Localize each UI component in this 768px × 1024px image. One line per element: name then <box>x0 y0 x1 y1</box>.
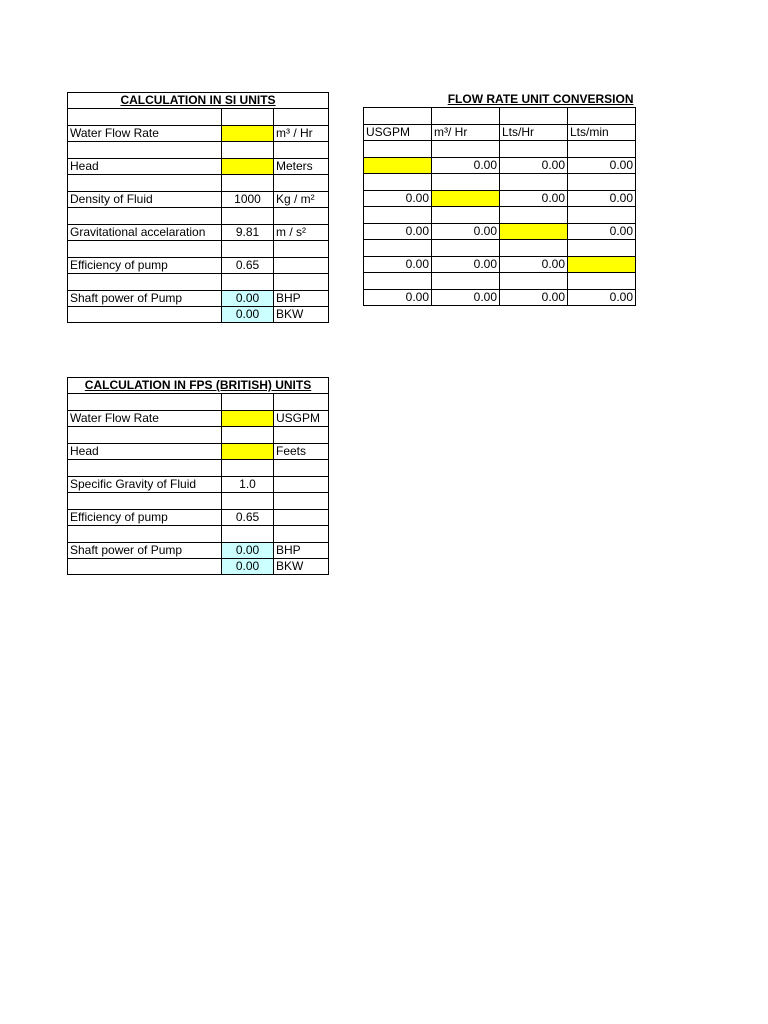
fps-efficiency-label: Efficiency of pump <box>68 510 222 526</box>
fps-sg-label: Specific Gravity of Fluid <box>68 477 222 493</box>
si-flow-input[interactable] <box>222 126 274 142</box>
fps-efficiency-row <box>68 510 329 526</box>
conv-cell: 0.00 <box>432 290 500 306</box>
fps-sg-row <box>68 477 329 493</box>
fps-efficiency-value[interactable]: 0.65 <box>222 510 274 526</box>
conv-cell: 0.00 <box>568 191 636 207</box>
conv-table-title: FLOW RATE UNIT CONVERSION <box>364 92 636 108</box>
fps-table-title: CALCULATION IN FPS (BRITISH) UNITS <box>68 378 329 394</box>
conv-cell: 0.00 <box>364 290 432 306</box>
si-density-unit: Kg / m² <box>274 192 329 208</box>
conv-cell: 0.00 <box>500 158 568 174</box>
fps-shaft-kw-row <box>68 559 329 575</box>
si-gravity-unit: m / s² <box>274 225 329 241</box>
si-calculation-table <box>67 92 329 323</box>
si-shaft-kw-row <box>68 307 329 323</box>
fps-head-label: Head <box>68 444 222 460</box>
si-density-label: Density of Fluid <box>68 192 222 208</box>
si-efficiency-row <box>68 258 329 274</box>
si-gravity-label: Gravitational accelaration <box>68 225 222 241</box>
conv-row <box>364 224 636 240</box>
si-shaft-kw-unit: BKW <box>274 307 329 323</box>
conv-cell: 0.00 <box>364 224 432 240</box>
conv-header-usgpm: USGPM <box>364 125 432 141</box>
conv-cell: 0.00 <box>500 257 568 273</box>
conv-ltsmin-input[interactable] <box>568 257 636 273</box>
si-table-title: CALCULATION IN SI UNITS <box>68 93 329 109</box>
conv-cell: 0.00 <box>500 191 568 207</box>
fps-flow-label: Water Flow Rate <box>68 411 222 427</box>
fps-shaft-label: Shaft power of Pump <box>68 543 222 559</box>
si-shaft-row <box>68 291 329 307</box>
si-head-row <box>68 159 329 175</box>
flow-conversion-table <box>363 92 636 306</box>
conv-row <box>364 290 636 306</box>
si-gravity-row <box>68 225 329 241</box>
conv-cell: 0.00 <box>432 224 500 240</box>
fps-flow-unit: USGPM <box>274 411 329 427</box>
fps-sg-value[interactable]: 1.0 <box>222 477 274 493</box>
conv-row <box>364 158 636 174</box>
si-density-value[interactable]: 1000 <box>222 192 274 208</box>
fps-head-input[interactable] <box>222 444 274 460</box>
conv-row <box>364 257 636 273</box>
si-density-row <box>68 192 329 208</box>
conv-cell: 0.00 <box>568 158 636 174</box>
si-shaft-label: Shaft power of Pump <box>68 291 222 307</box>
fps-shaft-kw-unit: BKW <box>274 559 329 575</box>
conv-usgpm-input[interactable] <box>364 158 432 174</box>
conv-cell: 0.00 <box>432 257 500 273</box>
conv-header-ltshr: Lts/Hr <box>500 125 568 141</box>
conv-header-ltsmin: Lts/min <box>568 125 636 141</box>
si-shaft-unit: BHP <box>274 291 329 307</box>
conv-cell: 0.00 <box>364 191 432 207</box>
fps-shaft-kw-value: 0.00 <box>222 559 274 575</box>
fps-head-unit: Feets <box>274 444 329 460</box>
fps-shaft-unit: BHP <box>274 543 329 559</box>
si-shaft-value: 0.00 <box>222 291 274 307</box>
conv-cell: 0.00 <box>568 224 636 240</box>
si-flow-label: Water Flow Rate <box>68 126 222 142</box>
conv-cell: 0.00 <box>568 290 636 306</box>
si-head-label: Head <box>68 159 222 175</box>
si-flow-row <box>68 126 329 142</box>
si-flow-unit: m³ / Hr <box>274 126 329 142</box>
fps-shaft-row <box>68 543 329 559</box>
conv-ltshr-input[interactable] <box>500 224 568 240</box>
conv-header-row <box>364 125 636 141</box>
conv-cell: 0.00 <box>364 257 432 273</box>
si-efficiency-label: Efficiency of pump <box>68 258 222 274</box>
fps-flow-input[interactable] <box>222 411 274 427</box>
si-head-unit: Meters <box>274 159 329 175</box>
si-efficiency-value[interactable]: 0.65 <box>222 258 274 274</box>
conv-cell: 0.00 <box>432 158 500 174</box>
si-head-input[interactable] <box>222 159 274 175</box>
si-gravity-value[interactable]: 9.81 <box>222 225 274 241</box>
conv-cell: 0.00 <box>500 290 568 306</box>
conv-row <box>364 191 636 207</box>
fps-head-row <box>68 444 329 460</box>
fps-shaft-value: 0.00 <box>222 543 274 559</box>
conv-m3hr-input[interactable] <box>432 191 500 207</box>
conv-header-m3hr: m³/ Hr <box>432 125 500 141</box>
fps-flow-row <box>68 411 329 427</box>
fps-calculation-table <box>67 377 329 575</box>
si-shaft-kw-value: 0.00 <box>222 307 274 323</box>
